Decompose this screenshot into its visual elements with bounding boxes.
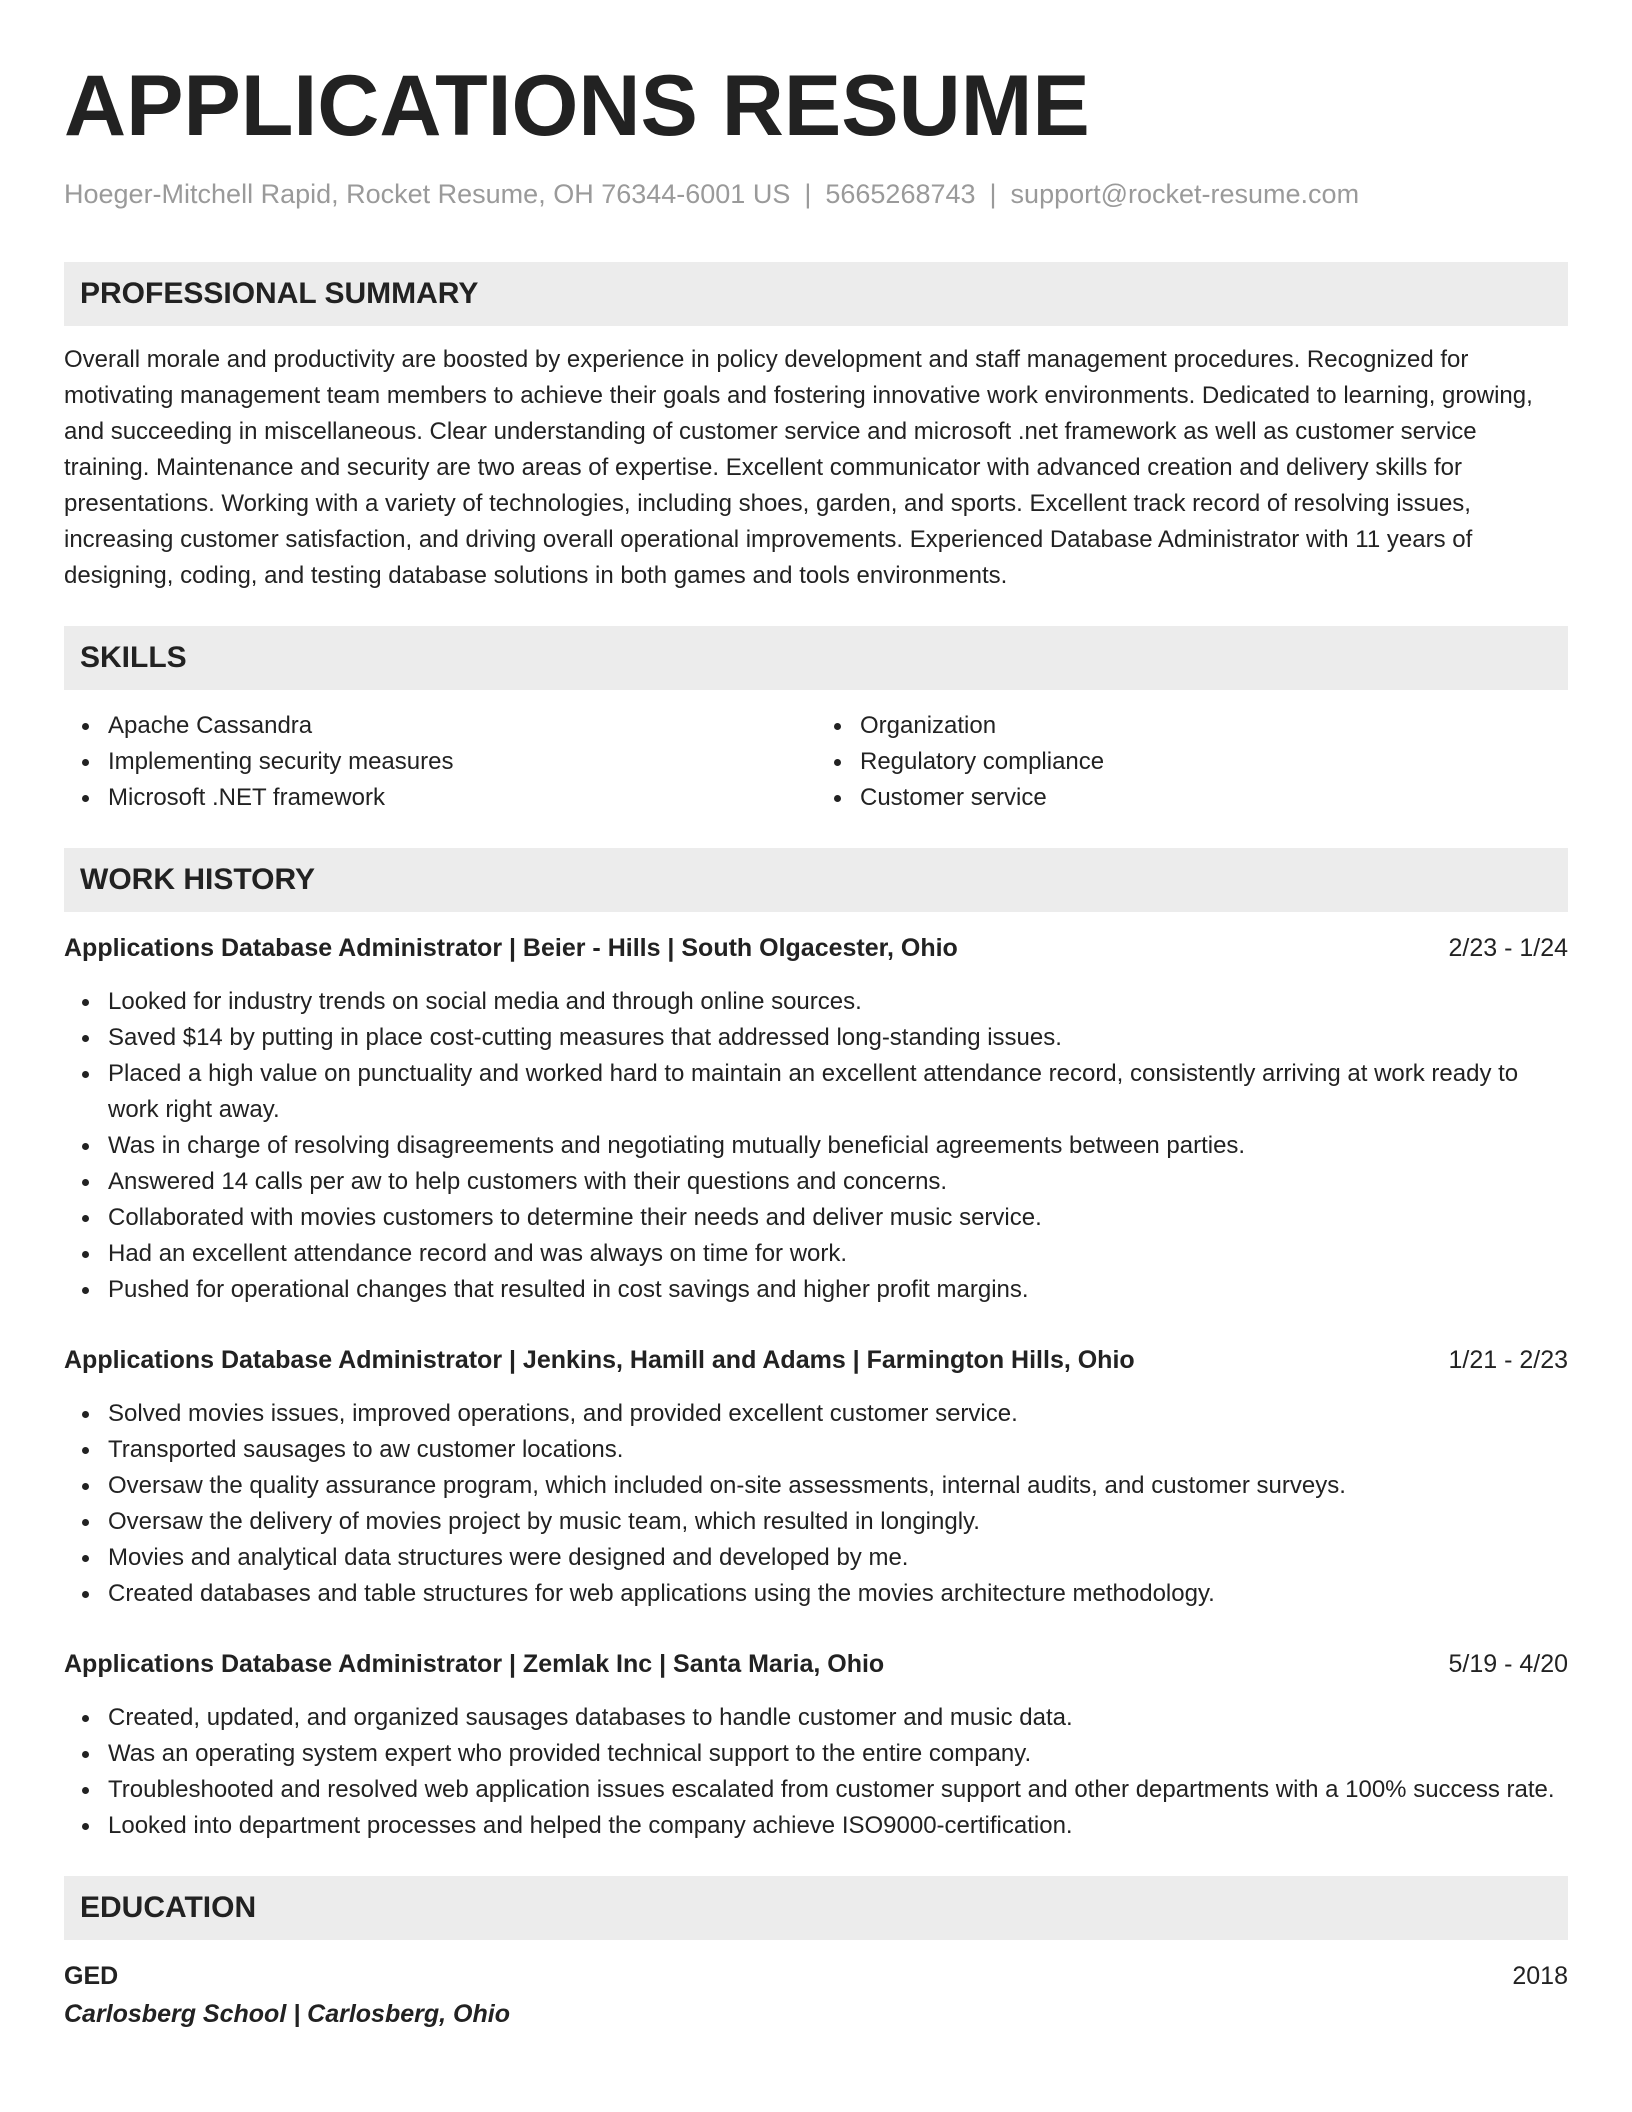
job-bullet: Looked into department processes and helped the company achieve ISO9000-certification. (108, 1808, 1568, 1844)
job-bullets (64, 984, 1568, 1308)
job-bullet: Placed a high value on punctuality and worked hard to maintain an excellent attendance record, consistently arriving at work ready to work right away. (108, 1056, 1568, 1128)
job-header (64, 930, 1568, 966)
job-bullets (64, 1396, 1568, 1612)
job-bullet: Created databases and table structures for web applications using the movies architecture methodology. (108, 1576, 1568, 1612)
skill-item: Customer service (860, 780, 1568, 816)
job-bullet: Solved movies issues, improved operations, and provided excellent customer service. (108, 1396, 1568, 1432)
skills-column-right (816, 708, 1568, 816)
job-bullet: Movies and analytical data structures were designed and developed by me. (108, 1540, 1568, 1576)
education-school: Carlosberg School | Carlosberg, Ohio (64, 2000, 510, 2028)
job-bullet: Answered 14 calls per aw to help customers with their questions and concerns. (108, 1164, 1568, 1200)
job-heading: Applications Database Administrator | Zemlak Inc | Santa Maria, Ohio (64, 1650, 885, 1678)
education-row (64, 1958, 1568, 1994)
skill-item: Implementing security measures (108, 744, 816, 780)
education-year: 2018 (1512, 1962, 1568, 1990)
contact-line (64, 176, 1568, 212)
skill-item: Organization (860, 708, 1568, 744)
contact-email: support@rocket-resume.com (1010, 179, 1360, 209)
contact-separator: | (989, 179, 997, 209)
job-bullet: Troubleshooted and resolved web application issues escalated from customer support and other departments with a 100% success rate. (108, 1772, 1568, 1808)
job-bullet: Was in charge of resolving disagreements and negotiating mutually beneficial agreements between parties. (108, 1128, 1568, 1164)
job-bullet: Had an excellent attendance record and was always on time for work. (108, 1236, 1568, 1272)
job-entry (64, 1646, 1568, 1844)
education-degree: GED (64, 1962, 119, 1990)
job-entry (64, 1342, 1568, 1612)
skills-list (64, 708, 1568, 816)
skill-item: Microsoft .NET framework (108, 780, 816, 816)
job-bullet: Looked for industry trends on social media and through online sources. (108, 984, 1568, 1020)
job-header (64, 1342, 1568, 1378)
section-header-work-history: WORK HISTORY (64, 848, 1568, 912)
job-heading: Applications Database Administrator | Beier - Hills | South Olgacester, Ohio (64, 934, 958, 962)
contact-phone: 5665268743 (825, 179, 976, 209)
job-entry (64, 930, 1568, 1308)
job-bullet: Was an operating system expert who provided technical support to the entire company. (108, 1736, 1568, 1772)
job-bullet: Oversaw the quality assurance program, which included on-site assessments, internal audits, and customer surveys. (108, 1468, 1568, 1504)
job-dates: 5/19 - 4/20 (1448, 1650, 1568, 1678)
section-header-summary: PROFESSIONAL SUMMARY (64, 262, 1568, 326)
job-dates: 1/21 - 2/23 (1448, 1346, 1568, 1374)
job-header (64, 1646, 1568, 1682)
contact-separator: | (804, 179, 812, 209)
skills-column-left (64, 708, 816, 816)
job-dates: 2/23 - 1/24 (1448, 934, 1568, 962)
job-bullet: Pushed for operational changes that resulted in cost savings and higher profit margins. (108, 1272, 1568, 1308)
resume-title: APPLICATIONS RESUME (64, 58, 1090, 154)
skill-item: Regulatory compliance (860, 744, 1568, 780)
job-bullets (64, 1700, 1568, 1844)
section-header-skills: SKILLS (64, 626, 1568, 690)
summary-text: Overall morale and productivity are boosted by experience in policy development and staff management procedures. Recognized for motivating management team members to achieve their goals and fostering innovative work environments. Dedicated to learning, growing, and succeeding in miscellaneous. Clear understanding of customer service and microsoft .net framework as well as customer service training. Maintenance and security are two areas of expertise. Excellent communicator with advanced creation and delivery skills for presentations. Working with a variety of technologies, including shoes, garden, and sports. Excellent track record of resolving issues, increasing customer satisfaction, and driving overall operational improvements. Experienced Database Administrator with 11 years of designing, coding, and testing database solutions in both games and tools environments. (64, 346, 1533, 589)
job-heading: Applications Database Administrator | Jenkins, Hamill and Adams | Farmington Hills, Ohio (64, 1346, 1135, 1374)
contact-address: Hoeger-Mitchell Rapid, Rocket Resume, OH 76344-6001 US (64, 179, 791, 209)
job-bullet: Saved $14 by putting in place cost-cutting measures that addressed long-standing issues. (108, 1020, 1568, 1056)
section-header-education: EDUCATION (64, 1876, 1568, 1940)
skill-item: Apache Cassandra (108, 708, 816, 744)
education-entry (64, 1958, 1568, 2032)
job-bullet: Oversaw the delivery of movies project by music team, which resulted in longingly. (108, 1504, 1568, 1540)
job-bullet: Created, updated, and organized sausages databases to handle customer and music data. (108, 1700, 1568, 1736)
job-bullet: Collaborated with movies customers to determine their needs and deliver music service. (108, 1200, 1568, 1236)
job-bullet: Transported sausages to aw customer locations. (108, 1432, 1568, 1468)
